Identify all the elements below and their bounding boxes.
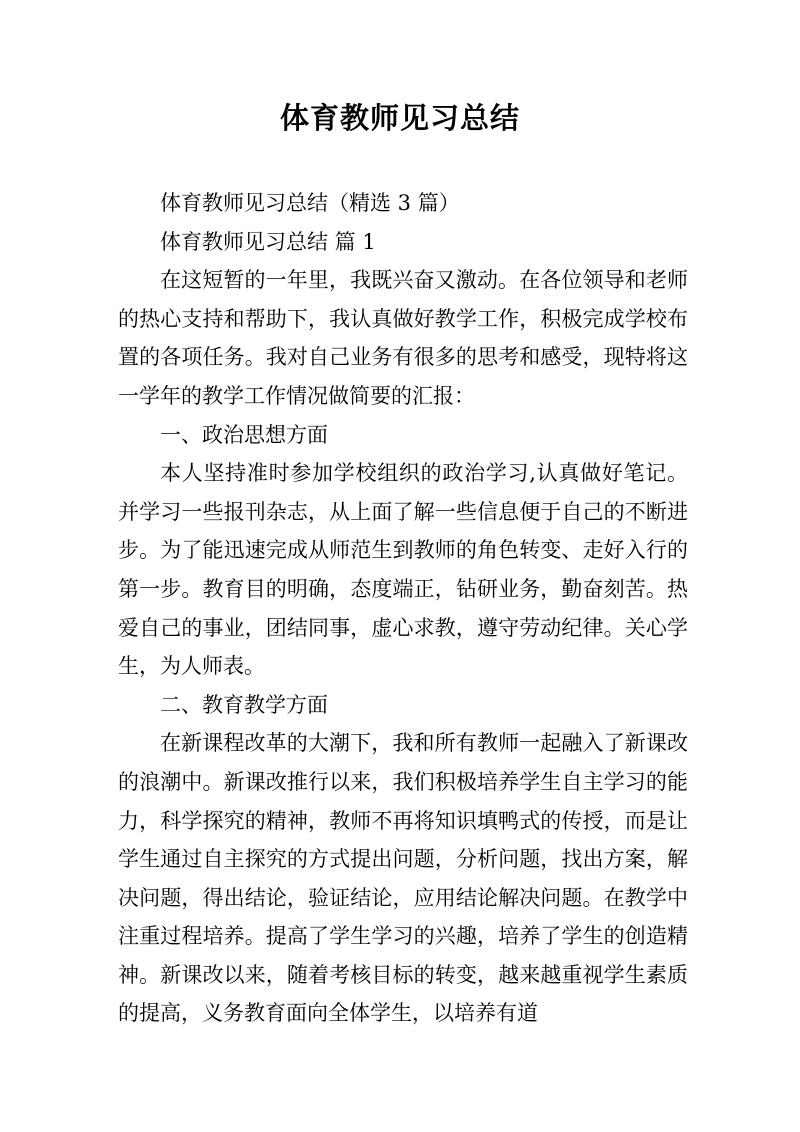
teaching-paragraph: 在新课程改革的大潮下，我和所有教师一起融入了新课改的浪潮中。新课改推行以来，我们积极培养学生自主学习的能力，科学探究的精神，教师不再将知识填鸭式的传授，而是让学生通过自主探究的方式提出问题，分析问题，找出方案，解决问题，得出结论，验证结论，应用结论解决问题。在教学中注重过程培养。提高了学生学习的兴趣，培养了学生的创造精神。新课改以来，随着考核目标的转变，越来越重视学生素质的提高，义务教育面向全体学生，以培养有道 <box>118 731 688 1026</box>
document-title: 体育教师见习总结 <box>279 101 520 135</box>
section-heading-political: 一、政治思想方面 <box>160 422 328 447</box>
collection-heading: 体育教师见习总结（精选 3 篇） <box>160 191 460 215</box>
article-heading: 体育教师见习总结 篇 1 <box>160 229 376 254</box>
intro-paragraph: 在这短暂的一年里，我既兴奋又激动。在各位领导和老师的热心支持和帮助下，我认真做好教学工作，积极完成学校布置的各项任务。我对自己业务有很多的思考和感受，现特将这一学年的教学工作情况做简要的汇报： <box>118 268 688 408</box>
section-heading-teaching: 二、教育教学方面 <box>160 692 328 717</box>
political-paragraph: 本人坚持准时参加学校组织的政治学习,认真做好笔记。并学习一些报刊杂志，从上面了解一些信息便于自己的不断进步。为了能迅速完成从师范生到教师的角色转变、走好入行的第一步。教育目的明确，态度端正，钻研业务，勤奋刻苦。热爱自己的事业，团结同事，虚心求教，遵守劳动纪律。关心学生，为人师表。 <box>118 461 688 679</box>
document-body <box>118 184 688 1033</box>
